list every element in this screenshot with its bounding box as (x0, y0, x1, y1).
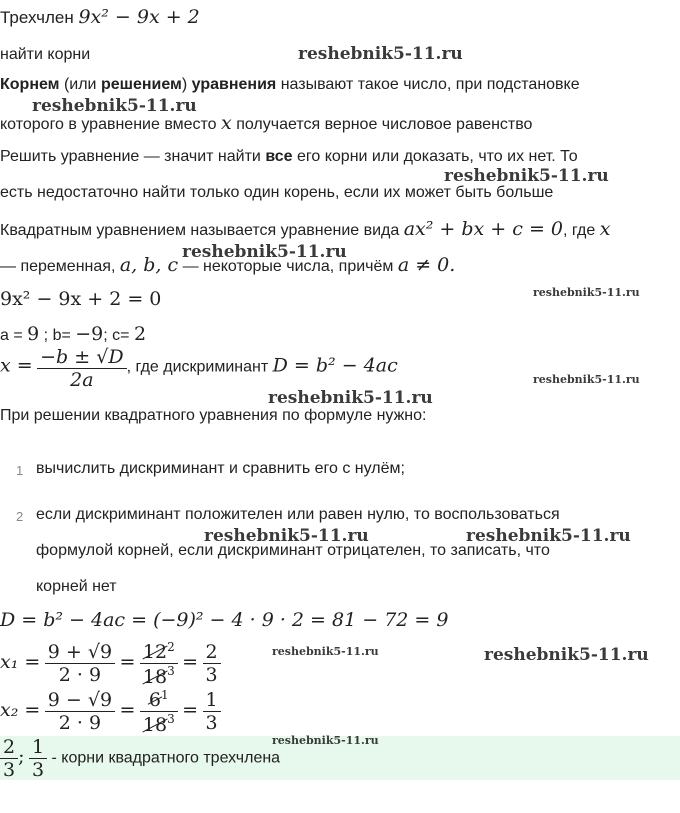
solve-bold: все (265, 148, 293, 165)
x2-result (203, 689, 221, 734)
x2-label: x₂ = (0, 699, 41, 722)
x2-den: 2 · 9 (58, 712, 102, 735)
rf-disc: D = b² − 4ac (272, 354, 398, 377)
coef-a-label: a = (0, 327, 28, 344)
watermark: reshebnik5-11.ru (533, 373, 640, 386)
x2-frac (45, 689, 115, 734)
quad-formula: ax² + bx + c = 0 (403, 218, 563, 240)
solve-a: Решить уравнение — значит найти (0, 148, 266, 165)
quad-where: , где (563, 222, 596, 239)
answer-f2den: 3 (31, 759, 45, 781)
def-mid1: (или (59, 76, 101, 93)
watermark: reshebnik5-11.ru (484, 645, 649, 665)
def-bold-equation: уравнения (191, 76, 277, 93)
rf-x: x = (0, 354, 33, 377)
quad-line2b: — некоторые числа, причём (178, 258, 398, 275)
watermark: reshebnik5-11.ru (466, 526, 631, 546)
watermark: reshebnik5-11.ru (32, 96, 197, 116)
x2-snum: 6 (148, 689, 162, 712)
rf-fraction (37, 346, 126, 391)
x1-rden: 3 (205, 664, 218, 687)
watermark: reshebnik5-11.ru (204, 526, 369, 546)
x1-label: x₁ = (0, 651, 41, 674)
step2-line1: если дискриминант положителен или равен нулю, то воспользоваться (36, 506, 560, 523)
x1-num: 9 + √9 (45, 641, 115, 664)
def-rest: называют такое число, при подстановке (276, 76, 580, 93)
coef-c: 2 (133, 323, 147, 345)
quadratic-line1 (0, 218, 610, 240)
watermark: reshebnik5-11.ru (533, 286, 640, 299)
watermark: reshebnik5-11.ru (272, 645, 379, 658)
answer-text: - корни квадратного трехчлена (47, 749, 281, 767)
answer-row (0, 736, 280, 781)
rule-intro: При решении квадратного уравнения по формуле нужно: (0, 407, 427, 424)
x2-rden: 3 (205, 712, 218, 735)
quad-cond: a ≠ 0. (397, 254, 456, 276)
x1-frac (45, 641, 115, 686)
title-expr: 9x² − 9x + 2 (78, 6, 200, 28)
x1-rnum: 2 (203, 641, 221, 664)
answer-f2num: 1 (29, 736, 47, 759)
answer-sep: ; (18, 745, 25, 768)
solve-b: его корни или доказать, что их нет. То (292, 148, 578, 165)
title-label: Трехчлен (0, 8, 74, 27)
x2-snum-sup: 1 (161, 688, 169, 702)
coef-b: −9 (75, 323, 104, 345)
def-bold-root: Корнем (0, 76, 60, 93)
def-var: x (221, 112, 232, 134)
x2-num: 9 − √9 (45, 689, 115, 712)
discriminant-calc: D = b² − 4ac = (−9)² − 4 · 9 · 2 = 81 − 72 = 9 (0, 609, 449, 631)
answer-f1num: 2 (0, 736, 18, 759)
x1-den: 2 · 9 (58, 664, 102, 687)
solve-line1 (0, 148, 578, 166)
coef-b-label: ; b= (39, 327, 76, 344)
equation: 9x² − 9x + 2 = 0 (0, 288, 162, 310)
x2-sden-sup: 3 (167, 712, 175, 727)
watermark: reshebnik5-11.ru (268, 388, 433, 408)
rf-den: 2a (70, 369, 94, 391)
x1-snum-sup: 2 (167, 640, 175, 654)
x2-reduce (140, 688, 178, 736)
watermark: reshebnik5-11.ru (444, 166, 609, 186)
step2-number: 2 (16, 509, 24, 524)
def-bold-solution: решением (100, 76, 182, 93)
task-text: найти корни (0, 46, 91, 63)
step1-text: вычислить дискриминант и сравнить его с нулём; (36, 460, 405, 477)
def-line2b: получается верное числовое равенство (231, 116, 533, 133)
quad-x: x (599, 218, 611, 240)
step2-line3: корней нет (36, 578, 117, 595)
x1-result (203, 641, 221, 686)
solve-line2: есть недостаточно найти только один корень, если их может быть больше (0, 184, 554, 201)
watermark: reshebnik5-11.ru (182, 242, 347, 262)
rf-text: , где дискриминант (126, 358, 269, 376)
quad-abc: a, b, c (119, 254, 179, 276)
x1-reduce (140, 640, 178, 688)
answer-frac1 (0, 736, 18, 781)
def-mid2: ) (181, 76, 192, 93)
def-line2a: которого в уравнение вместо (0, 116, 222, 133)
title-line (0, 6, 200, 28)
step1-number: 1 (16, 463, 24, 478)
answer-f1den: 3 (3, 759, 16, 781)
definition-line1 (0, 76, 580, 94)
quad-line2a: — переменная, (0, 258, 120, 275)
coef-c-label: ; c= (103, 327, 134, 344)
x1-sden: 18 (142, 665, 168, 688)
coef-a: 9 (27, 323, 40, 345)
quad-text1: Квадратным уравнением называется уравнение вида (0, 222, 400, 239)
x2-rnum: 1 (203, 689, 221, 712)
watermark: reshebnik5-11.ru (272, 734, 379, 747)
step2-line2: формулой корней, если дискриминант отрицателен, то записать, что (36, 542, 550, 559)
x2-row: x₂ = $\frac{9 - √9}{2 \cdot 9}$ = $\frac{6^1}{18^3}$ = $\frac{1}{3}$ (0, 688, 221, 736)
rf-num: −b ± √D (37, 346, 126, 369)
x1-snum: 12 (142, 641, 168, 664)
answer-frac2 (29, 736, 47, 781)
watermark: reshebnik5-11.ru (298, 44, 463, 64)
coefficients (0, 323, 146, 345)
x2-sden: 18 (142, 713, 168, 736)
x1-row: x₁ = $\frac{9 + √9}{2 \cdot 9}$ = $\frac{12^2}{18^3}$ = $\frac{2}{3}$ (0, 640, 221, 688)
x1-sden-sup: 3 (167, 664, 175, 679)
